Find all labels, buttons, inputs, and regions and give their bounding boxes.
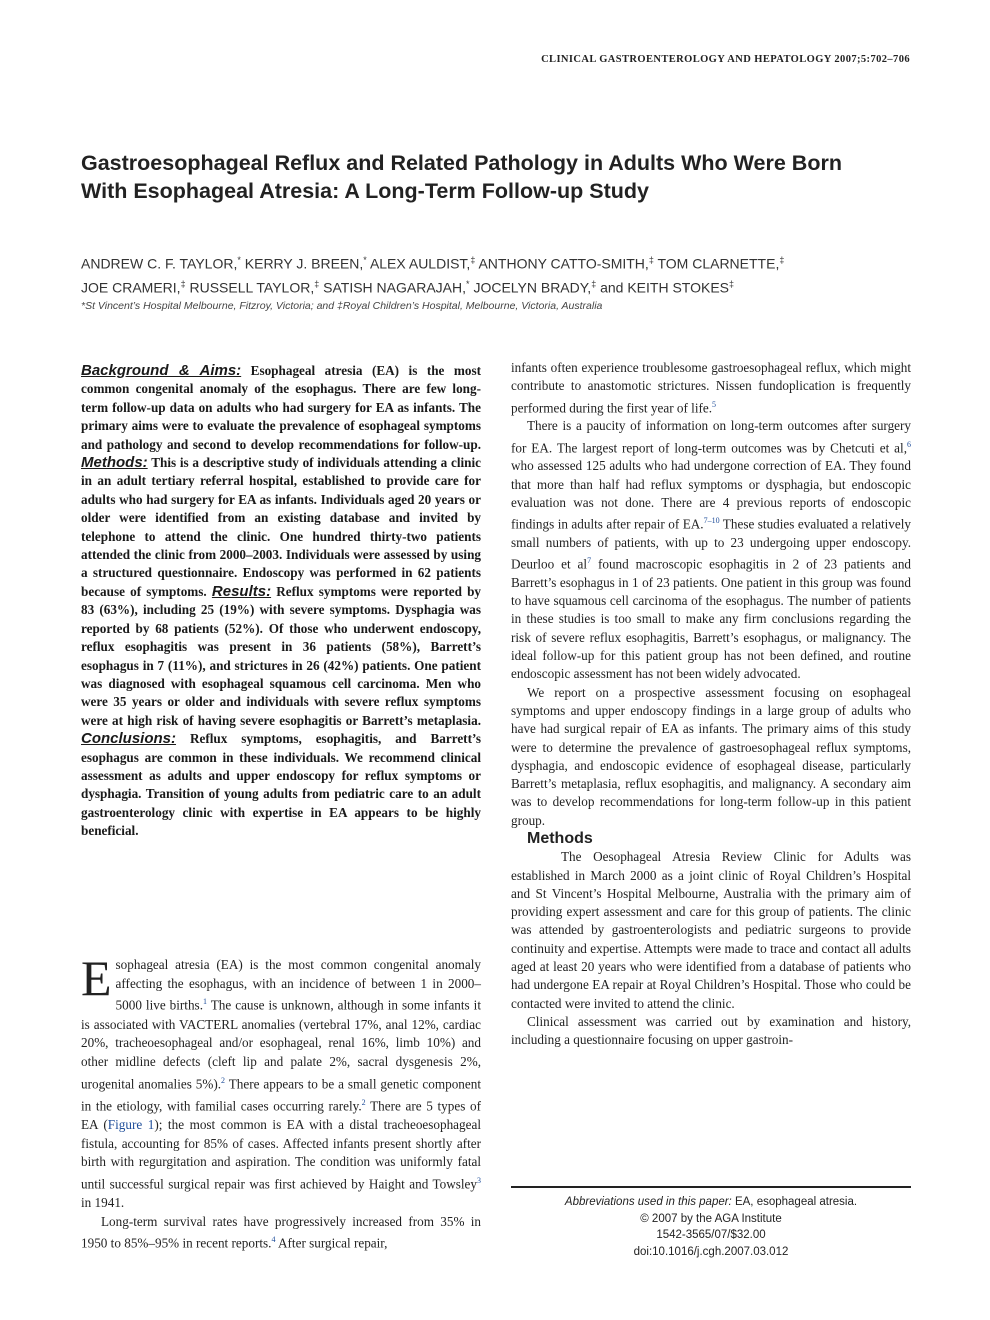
- article-title: Gastroesophageal Reflux and Related Pathology in Adults Who Were Born With Esophageal Atresia: A Long-Term Follow-up Study: [81, 151, 842, 203]
- author-mark: *: [466, 278, 470, 289]
- author-mark: ‡: [729, 278, 735, 289]
- citation-link[interactable]: 2: [221, 1075, 226, 1085]
- author-name: RUSSELL TAYLOR,: [189, 279, 315, 296]
- author-name: TOM CLARNETTE,: [657, 255, 780, 272]
- footnote: [511, 1186, 911, 1260]
- abstract-background-text: Esophageal atresia (EA) is the most common congenital anomaly of the esophagus. There are few long-term follow-up data on adults who had surgery for EA as infants. The primary aims were to evaluate the prevalence of esophageal symptoms and pathology and second to develop recommendations for follow-up.: [81, 363, 481, 452]
- author-mark: ‡: [591, 278, 597, 289]
- abstract: [81, 362, 481, 841]
- intro-text: The cause is unknown, although in some infants it is associated with VACTERL anomalies (vertebral 17%, anal 12%, cardiac 20%, tracheoesophageal and/or esophageal, renal 16%, limb 10%) and other midline defects (cleft lip and palate 2%, sacral dysgenesis 2%, urogenital anomalies 5%).: [81, 997, 481, 1091]
- affiliations: *St Vincent’s Hospital Melbourne, Fitzroy, Victoria; and ‡Royal Children’s Hospital, Melbourne, Victoria, Australia: [81, 300, 603, 312]
- abbreviations-label: Abbreviations used in this paper:: [564, 1196, 732, 1208]
- introduction: [81, 950, 481, 1254]
- author-name: ALEX AULDIST,: [369, 255, 471, 272]
- author-name: JOE CRAMERI,: [81, 279, 181, 296]
- author-name: and KEITH STOKES: [600, 279, 729, 296]
- author-name: ANTHONY CATTO-SMITH,: [478, 255, 649, 272]
- author-name: SATISH NAGARAJAH,: [323, 279, 467, 296]
- body-paragraph: [511, 359, 911, 417]
- right-column: [511, 359, 911, 1050]
- body-paragraph: Clinical assessment was carried out by examination and history, including a questionnaire focusing on upper gastroin-: [511, 1013, 911, 1048]
- abstract-background-label: Background & Aims:: [81, 362, 242, 379]
- intro-text: There are 5 types of EA (: [81, 1098, 481, 1132]
- citation-link[interactable]: 2: [361, 1097, 366, 1107]
- intro-text: There appears to be a small genetic component in the etiology, with familial cases occurring rarely.: [81, 1076, 481, 1114]
- author-list: [81, 250, 911, 297]
- doi-line[interactable]: doi:10.1016/j.cgh.2007.03.012: [633, 1245, 789, 1258]
- citation-link[interactable]: 1: [203, 997, 207, 1007]
- intro-paragraph: [81, 950, 481, 1213]
- author-mark: *: [363, 255, 367, 265]
- citation-link[interactable]: 7–10: [703, 516, 720, 526]
- citation-link[interactable]: 4: [271, 1235, 276, 1245]
- author-line-2: [81, 274, 911, 298]
- body-text: There is a paucity of information on long-term outcomes after surgery for EA. The largest report of long-term outcomes was by Chetcuti et al,: [511, 418, 911, 455]
- abstract-results-label: Results:: [211, 582, 272, 600]
- abbreviations-text: EA, esophageal atresia.: [731, 1196, 858, 1208]
- author-name: KERRY J. BREEN,: [244, 255, 364, 272]
- citation-link[interactable]: 7: [587, 556, 592, 566]
- body-text: infants often experience troublesome gastroesophageal reflux, which might contribute to anastomotic strictures. Nissen fundoplication is frequently performed during the first year of life.: [511, 360, 911, 415]
- author-mark: ‡: [648, 255, 654, 265]
- intro-paragraph: [81, 1213, 481, 1254]
- body-text: These studies evaluated a relatively small numbers of patients, with up to 23 undergoing upper endoscopy. Deurloo et al: [511, 516, 911, 572]
- intro-text: After surgical repair,: [275, 1235, 388, 1251]
- issn-line: 1542-3565/07/$32.00: [656, 1229, 766, 1241]
- intro-text: in 1941.: [81, 1195, 125, 1210]
- author-mark: ‡: [779, 255, 785, 265]
- abstract-conclusions-text: Reflux symptoms, esophagitis, and Barrett’s esophagus are common in these individuals. We recommend clinical assessment as adults and upper endoscopy for reflux symptoms or dysphagia. Transition of young adults from pediatric care to an adult gastroenterology clinic with expertise in EA appears to be highly beneficial.: [81, 731, 482, 839]
- body-paragraph: We report on a prospective assessment focusing on esophageal symptoms and upper endoscopy findings in a large group of adults who have had surgical repair of EA as infants. The primary aims of this study were to determine the prevalence of gastroesophageal reflux symptoms, dysphagia, and endoscopic evidence of esophageal disease, particularly Barrett’s metaplasia, reflux esophagitis, and malignancy. A secondary aim was to develop recommendations for long-term follow-up in this patient group.: [511, 684, 911, 828]
- author-mark: ‡: [314, 278, 320, 289]
- journal-header: CLINICAL GASTROENTEROLOGY AND HEPATOLOGY 2007;5:702–706: [541, 54, 910, 65]
- drop-cap: E: [81, 950, 112, 1006]
- body-paragraph: The Oesophageal Atresia Review Clinic for Adults was established in March 2000 as a joint clinic of Royal Children’s Hospital and St Vincent’s Hospital Melbourne, Australia with the primary aim of providing expert assessment and care for this group of patients. The clinic was attended by gastroenterologists and pediatric surgeons to provide continuity and expertise. Attempts were made to trace and contact all adults aged at least 20 years who were identified from a database of patients who had undergone EA repair at Royal Children’s Hospital. Those who could be contacted were invited to attend the clinic.: [511, 849, 911, 1011]
- author-mark: ‡: [180, 278, 186, 289]
- figure-link[interactable]: Figure 1: [107, 1116, 155, 1132]
- abstract-results-text: Reflux symptoms were reported by 83 (63%), including 25 (19%) with severe symptoms. Dysphagia was reported by 68 patients (52%). Of those who underwent endoscopy, reflux esophagitis was present in 36 patients (58%), Barrett’s esophagus in 7 (11%), and strictures in 26 (42%) patients. One patient was diagnosed with esophageal squamous cell carcinoma. Men who were 35 years or older and individuals with severe reflux symptoms were at high risk of having severe esophagitis or Barrett’s metaplasia.: [81, 583, 482, 728]
- abstract-methods-text: This is a descriptive study of individuals attending a clinic in an adult tertiary referral hospital, established to provide care for adults who had surgery for EA as infants. Individuals aged 20 years or older were identified from an existing database and invited by telephone to attend the clinic. One hundred thirty-two patients attended the clinic from 2000–2003. Individuals were assessed by using a structured questionnaire. Endoscopy was performed in 62 patients because of symptoms.: [81, 455, 481, 599]
- author-line-1: [81, 250, 911, 274]
- intro-text: Long-term survival rates have progressively increased from 35% in 1950 to 85%–95% in recent reports.: [81, 1213, 481, 1251]
- body-text: who assessed 125 adults who had undergone correction of EA. They found that more than half had reflux symptoms or dysphagia, but endoscopic evaluation was not done. There are 4 previous reports of endoscopic findings in adults after repair of EA.: [511, 458, 911, 532]
- abbreviations-line: [511, 1194, 911, 1211]
- author-name: JOCELYN BRADY,: [473, 279, 592, 296]
- abstract-methods-label: Methods:: [81, 454, 148, 472]
- author-name: ANDREW C. F. TAYLOR,: [81, 255, 238, 272]
- intro-text: sophageal atresia (EA) is the most common congenital anomaly affecting the esophagus, with an incidence of between 1 in 2000–5000 live births.: [115, 957, 481, 1013]
- citation-link[interactable]: 5: [712, 399, 717, 409]
- methods-heading: Methods: [527, 829, 593, 847]
- author-mark: ‡: [470, 255, 476, 265]
- intro-text: ); the most common is EA with a distal tracheoesophageal fistula, accounting for 85% of cases. Affected infants present shortly after birth with regurgitation and aspiration. The condition was uniformly fatal until successful surgical repair was first achieved by Haight and Towsley: [81, 1116, 481, 1192]
- citation-link[interactable]: 6: [907, 439, 911, 449]
- body-paragraph: [511, 417, 911, 683]
- body-text: found macroscopic esophagitis in 2 of 23 patients and Barrett’s esophagus in 1 of 23 patients. One patient in this group was found to have squamous cell carcinoma of the esophagus. The number of patients in these studies is too small to make any firm conclusions regarding the risk of severe reflux esophagitis, Barrett’s esophagus, or malignancy. The ideal follow-up for this patient group has not been defined, and routine endoscopic assessment has not been widely advocated.: [511, 556, 912, 682]
- abstract-conclusions-label: Conclusions:: [81, 730, 177, 748]
- author-mark: *: [237, 255, 241, 265]
- copyright-line: © 2007 by the AGA Institute: [640, 1212, 782, 1225]
- citation-link[interactable]: 3: [477, 1175, 481, 1185]
